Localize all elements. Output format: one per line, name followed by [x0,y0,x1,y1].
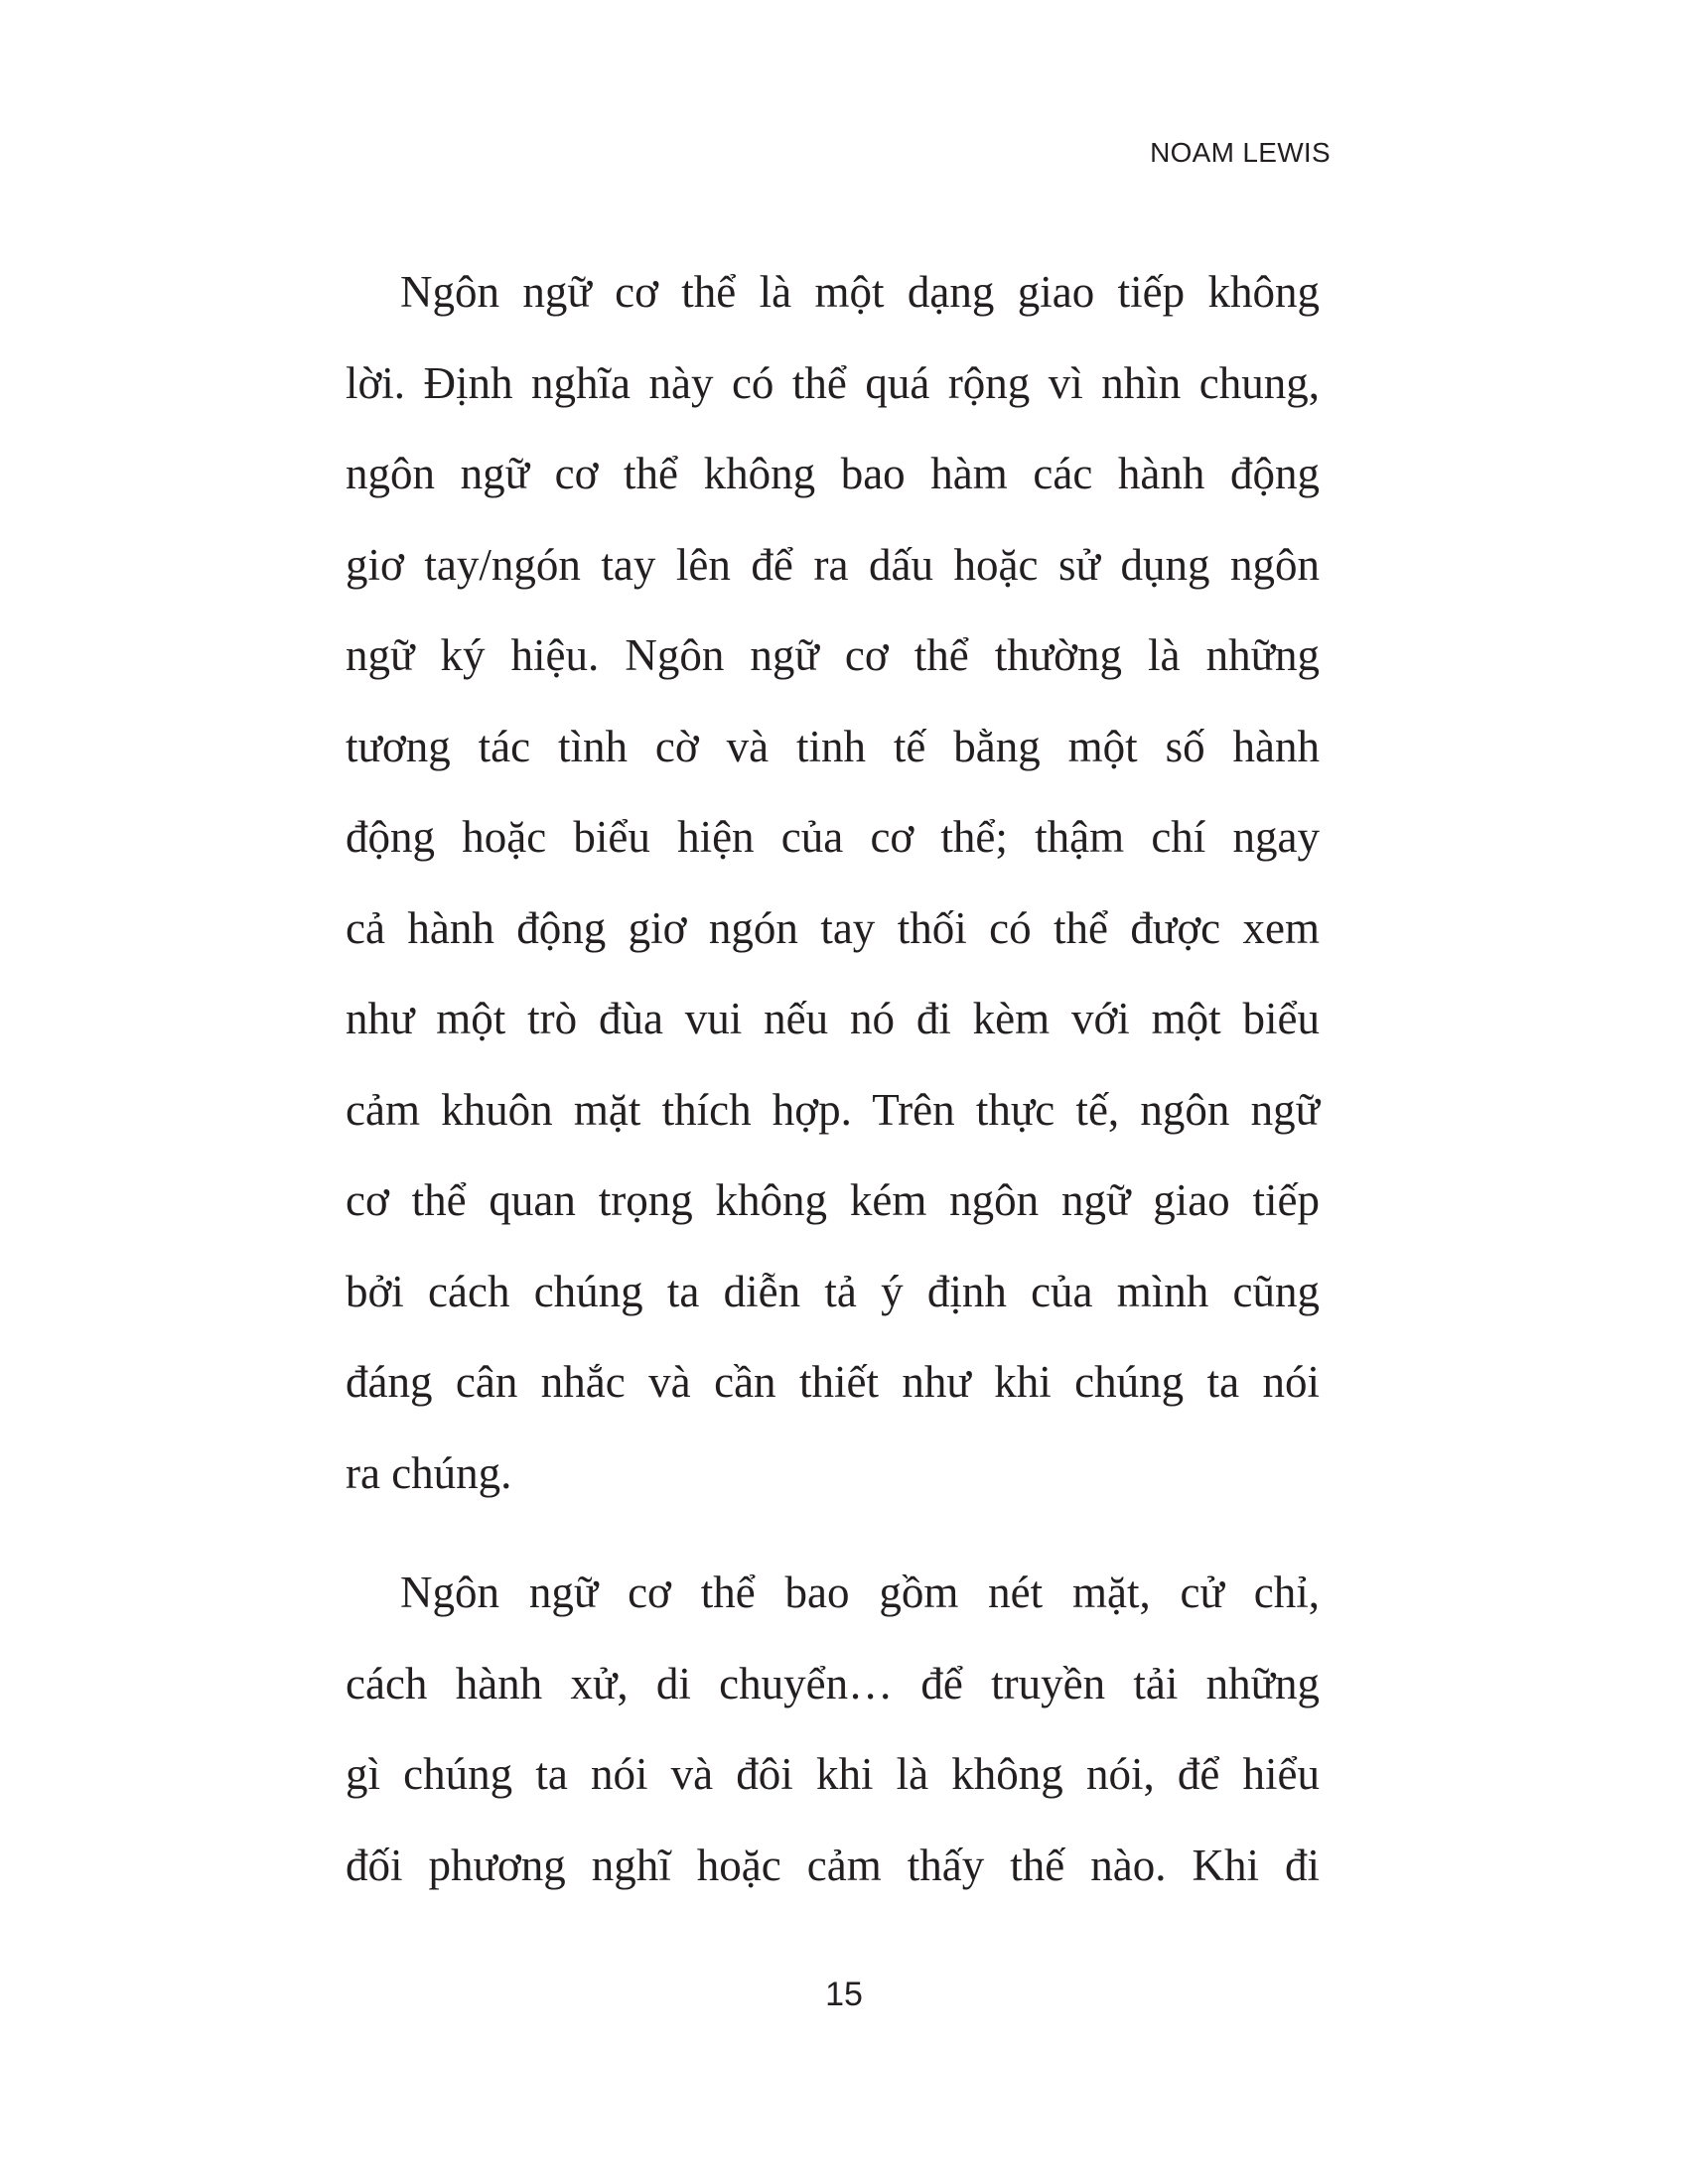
paragraph-line: Ngôn ngữ cơ thể bao gồm nét mặt, cử chỉ, [400,1568,1320,1617]
paragraph-line: như một trò đùa vui nếu nó đi kèm với một biểu [346,994,1320,1043]
paragraph-line: ra chúng. [346,1447,512,1498]
paragraph-line: ngôn ngữ cơ thể không bao hàm các hành động [346,449,1320,498]
paragraph-line: động hoặc biểu hiện của cơ thể; thậm chí ngay [346,812,1320,862]
paragraph-line: giơ tay/ngón tay lên để ra dấu hoặc sử dụng ngôn [346,539,1320,590]
paragraph-line: cả hành động giơ ngón tay thối có thể được xem [346,902,1320,953]
paragraph-line: Ngôn ngữ cơ thể là một dạng giao tiếp không [400,267,1320,317]
paragraph-line: tương tác tình cờ và tinh tế bằng một số hành [346,721,1320,771]
running-header-author: NOAM LEWIS [1150,137,1331,168]
paragraph-line: đối phương nghĩ hoặc cảm thấy thế nào. Khi đi [346,1840,1320,1890]
paragraph-line: gì chúng ta nói và đôi khi là không nói, để hiểu [346,1749,1320,1799]
paragraph-line: bởi cách chúng ta diễn tả ý định của mình cũng [346,1266,1320,1316]
paragraph-line: cơ thể quan trọng không kém ngôn ngữ giao tiếp [346,1175,1320,1225]
paragraph-line: cách hành xử, di chuyển… để truyền tải những [346,1658,1320,1708]
paragraph-line: đáng cân nhắc và cần thiết như khi chúng ta nói [346,1357,1320,1407]
page-number: 15 [825,1976,863,2013]
paragraph-line: cảm khuôn mặt thích hợp. Trên thực tế, ngôn ngữ [346,1084,1320,1135]
paragraph-line: ngữ ký hiệu. Ngôn ngữ cơ thể thường là những [346,630,1320,680]
paragraph-line: lời. Định nghĩa này có thể quá rộng vì nhìn chung, [346,357,1320,408]
